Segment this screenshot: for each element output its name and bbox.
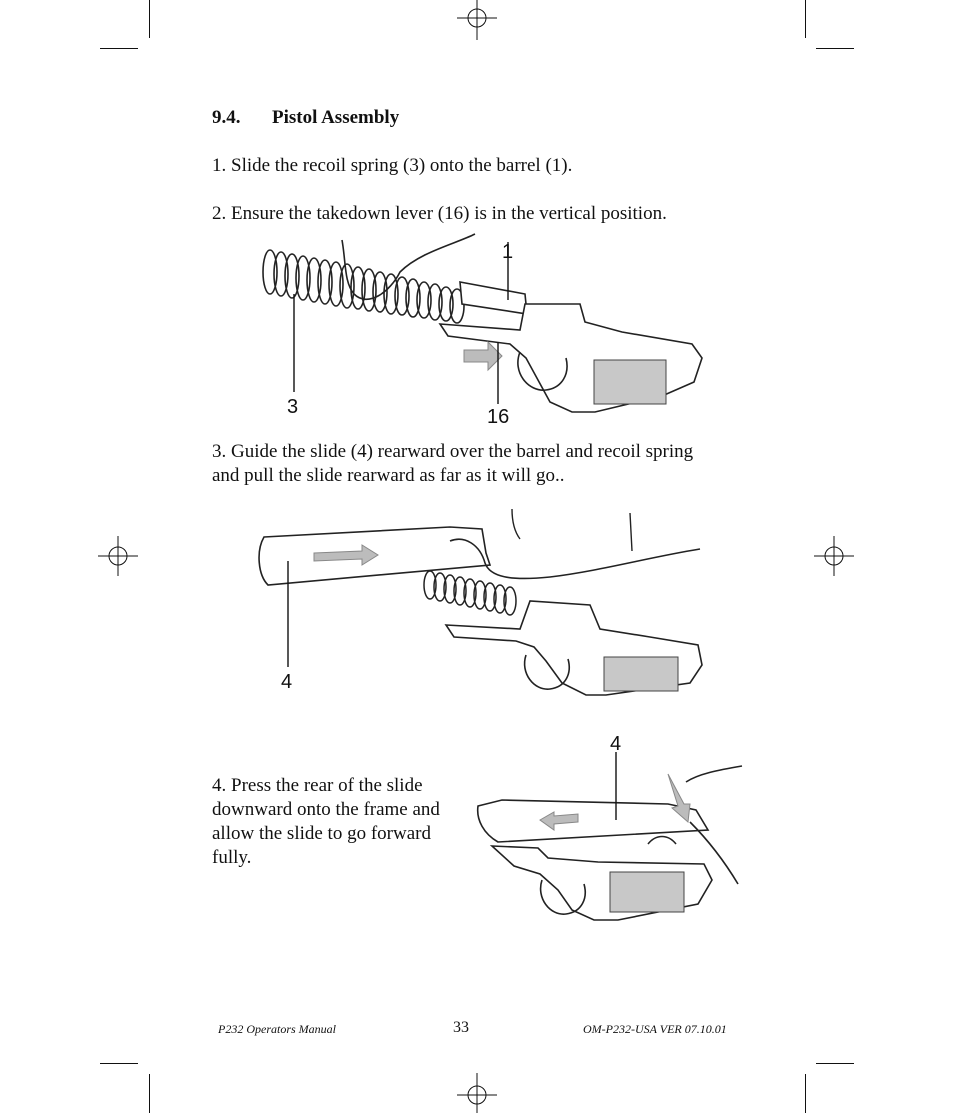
crop-mark [816, 1063, 854, 1064]
crop-mark [149, 0, 150, 38]
registration-mark-icon [457, 1073, 497, 1113]
step-4-text-line-4: fully. [212, 847, 252, 868]
recoil-spring-drawing [263, 250, 464, 323]
crop-mark [816, 48, 854, 49]
step-4-text-line-2: downward onto the frame and [212, 799, 440, 820]
crop-mark [805, 0, 806, 38]
recoil-spring-drawing [424, 571, 516, 615]
step-1-text: 1. Slide the recoil spring (3) onto the barrel (1). [212, 155, 573, 176]
figure-slide-rearward [250, 505, 710, 697]
section-heading [212, 107, 400, 129]
barrel-drawing [460, 282, 527, 314]
figure-slide-forward [468, 734, 748, 930]
crop-mark [805, 1074, 806, 1113]
step-3-text-line-2: and pull the slide rearward as far as it will go.. [212, 465, 565, 486]
figure-barrel-spring [250, 232, 710, 428]
callout-label: 16 [487, 406, 510, 428]
page-number: 33 [453, 1019, 469, 1036]
crop-mark [100, 48, 138, 49]
footer-version: OM-P232-USA VER 07.10.01 [583, 1022, 727, 1036]
callout-label: 3 [287, 396, 299, 418]
registration-mark-icon [457, 0, 497, 40]
callout-label: 4 [610, 734, 622, 755]
callout-label: 4 [281, 671, 293, 693]
callout-label: 1 [502, 241, 514, 263]
step-3-text-line-1: 3. Guide the slide (4) rearward over the barrel and recoil spring [212, 441, 694, 462]
crop-mark [149, 1074, 150, 1113]
footer-manual-title: P232 Operators Manual [218, 1022, 336, 1036]
step-2-text: 2. Ensure the takedown lever (16) is in the vertical position. [212, 203, 667, 224]
slide-drawing [478, 800, 708, 842]
crop-mark [100, 1063, 138, 1064]
step-4-text-line-1: 4. Press the rear of the slide [212, 775, 423, 796]
registration-mark-icon [814, 536, 854, 576]
section-title: Pistol Assembly [272, 107, 400, 128]
step-4-text-line-3: allow the slide to go forward [212, 823, 431, 844]
section-number: 9.4. [212, 107, 241, 128]
registration-mark-icon [98, 536, 138, 576]
